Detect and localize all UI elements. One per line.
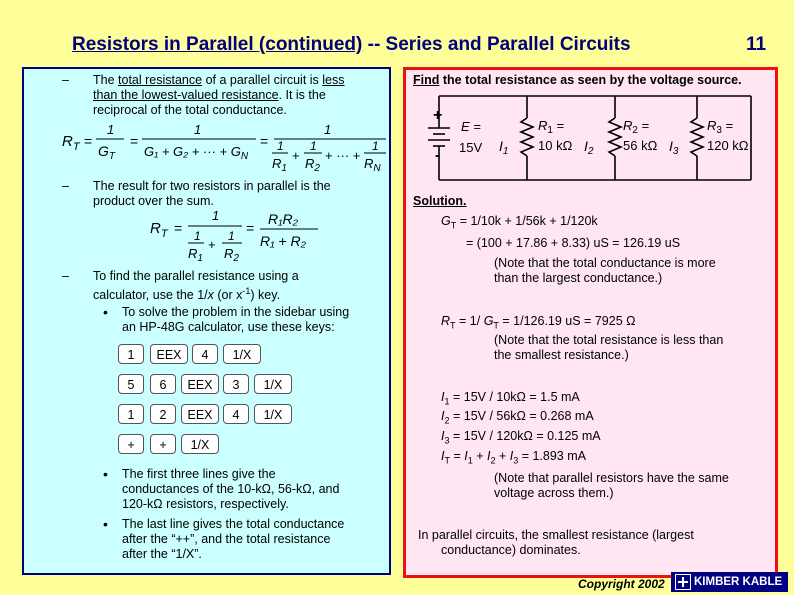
- note2-line2: the smallest resistance.): [494, 348, 629, 362]
- bullet-dot: •: [103, 516, 108, 532]
- p3-line2: calculator, use the 1/x (or $x^{-1}$) key.: [93, 286, 281, 303]
- svg-text:56 kΩ: 56 kΩ: [623, 138, 658, 153]
- svg-text:1: 1: [324, 122, 332, 137]
- svg-text:R2: $R_2$: [305, 156, 320, 174]
- key-1[interactable]: 1: [118, 404, 144, 424]
- key-4[interactable]: 4: [223, 404, 249, 424]
- b2-line1: The first three lines give the: [122, 467, 276, 481]
- svg-text:=: =: [260, 133, 269, 149]
- key-1-over-x[interactable]: 1/X: [254, 404, 292, 424]
- svg-text:1: 1: [228, 229, 235, 243]
- key-1[interactable]: 1: [118, 344, 144, 364]
- svg-text:=: =: [84, 133, 93, 149]
- current-i3: $I_3 = 15V / 120k\Omega = 0.125$ mA: [441, 429, 601, 446]
- final-line2: conductance) dominates.: [441, 543, 581, 557]
- dash-bullet: –: [62, 73, 69, 87]
- svg-text:+ ··· +: + ··· +: [325, 148, 361, 163]
- svg-text:R2: $R_2$: [224, 246, 239, 264]
- key-plus[interactable]: +: [118, 434, 144, 454]
- b1-line1: To solve the problem in the sidebar using: [122, 305, 350, 319]
- key-eex[interactable]: EEX: [150, 344, 188, 364]
- bullet-dot: •: [103, 304, 108, 320]
- circuit-diagram: [428, 92, 768, 189]
- svg-text:G₁ + G₂ + ··· + GN: G₁ + G₂ + ··· + $G_N$: [144, 144, 249, 162]
- svg-text:R1: $R_1$: [188, 246, 203, 264]
- p1-line2: than the lowest-valued resistance. It is the: [93, 88, 326, 102]
- dash-bullet: –: [62, 179, 69, 193]
- b1-line2: an HP-48G calculator, use these keys:: [122, 320, 335, 334]
- title-underlined: Resistors in Parallel (continued): [72, 34, 363, 55]
- svg-text:=: =: [130, 133, 139, 149]
- p2-line2: product over the sum.: [93, 194, 214, 208]
- final-line1: In parallel circuits, the smallest resistance (largest: [418, 528, 694, 542]
- brand-logo: [671, 572, 788, 592]
- svg-text:R1 =: $R_1$ =: [538, 118, 565, 136]
- svg-text:1: 1: [212, 208, 220, 223]
- key-eex[interactable]: EEX: [181, 374, 219, 394]
- rt-line: $R_T = 1/$ $G_T = 1/126.19$ uS = 7925 Ω: [441, 314, 636, 331]
- key-1-over-x[interactable]: 1/X: [254, 374, 292, 394]
- svg-text:R₁R₂: R₁R₂: [268, 211, 298, 227]
- svg-text:E =: E =: [461, 119, 481, 134]
- p1-line3: reciprocal of the total conductance.: [93, 103, 287, 117]
- p3-line1: To find the parallel resistance using a: [93, 269, 299, 283]
- dash-bullet: –: [62, 269, 69, 283]
- note2-line1: (Note that the total resistance is less than: [494, 333, 724, 347]
- logo-mark-icon: [675, 574, 691, 590]
- find-prompt: Find the total resistance as seen by the voltage source.: [413, 73, 742, 87]
- svg-text:=: =: [246, 220, 255, 236]
- note1-line2: than the largest conductance.): [494, 271, 663, 285]
- page-title: [72, 34, 767, 56]
- gt-line2: = (100 + 17.86 + 8.33) uS = 126.19 uS: [466, 236, 681, 250]
- svg-text:+: +: [292, 148, 300, 163]
- title-rest: -- Series and Parallel Circuits: [362, 34, 631, 55]
- svg-text:R₁ + R₂: R₁ + R₂: [260, 233, 306, 249]
- svg-text:10 kΩ: 10 kΩ: [538, 138, 573, 153]
- equation-total-resistance: [60, 118, 390, 185]
- key-eex[interactable]: EEX: [181, 404, 219, 424]
- svg-text:15V: 15V: [459, 140, 483, 155]
- svg-text:I3: $I_3$: [669, 138, 679, 157]
- svg-text:GT: $G_T$: [98, 143, 115, 162]
- note3-line1: (Note that parallel resistors have the same: [494, 471, 729, 485]
- svg-text:-: -: [435, 147, 441, 164]
- svg-text:R3 =: $R_3$ =: [707, 118, 734, 136]
- note1-line1: (Note that the total conductance is more: [494, 256, 716, 270]
- p2-line1: The result for two resistors in parallel is the: [93, 179, 331, 193]
- key-5[interactable]: 5: [118, 374, 144, 394]
- svg-text:=: =: [174, 220, 183, 236]
- key-1-over-x[interactable]: 1/X: [181, 434, 219, 454]
- b2-line3: 120-kΩ resistors, respectively.: [122, 497, 289, 511]
- equation-two-resistors: [148, 208, 328, 271]
- bullet-dot: •: [103, 466, 108, 482]
- key-1-over-x[interactable]: 1/X: [223, 344, 261, 364]
- b3-line3: after the “1/X”.: [122, 547, 202, 561]
- copyright: Copyright 2002: [578, 577, 665, 591]
- svg-text:RT: $R_T$: [62, 133, 80, 153]
- key-3[interactable]: 3: [223, 374, 249, 394]
- svg-text:1: 1: [107, 122, 115, 137]
- svg-text:1: 1: [277, 139, 284, 153]
- p1-line1: The total resistance of a parallel circuit is less: [93, 73, 345, 87]
- svg-text:120 kΩ: 120 kΩ: [707, 138, 749, 153]
- note3-line2: voltage across them.): [494, 486, 614, 500]
- current-i1: $I_1 = 15V / 10k\Omega = 1.5$ mA: [441, 390, 580, 407]
- b3-line1: The last line gives the total conductance: [122, 517, 345, 531]
- key-plus[interactable]: +: [150, 434, 176, 454]
- current-total: $I_T = I_1 + I_2 + I_3 = 1.893$ mA: [441, 449, 586, 466]
- page-number: 11: [746, 34, 767, 55]
- svg-text:RT: $R_T$: [150, 220, 168, 240]
- b2-line2: conductances of the 10-kΩ, 56-kΩ, and: [122, 482, 340, 496]
- svg-text:+: +: [208, 237, 216, 252]
- logo-text: KIMBER KABLE: [694, 576, 783, 588]
- svg-text:1: 1: [372, 139, 379, 153]
- svg-text:+: +: [433, 107, 443, 124]
- gt-line1: $G_T = 1/10k + 1/56k + 1/120k$: [441, 214, 598, 231]
- current-i2: $I_2 = 15V / 56k\Omega = 0.268$ mA: [441, 409, 594, 426]
- svg-text:I2: $I_2$: [584, 138, 594, 157]
- key-2[interactable]: 2: [150, 404, 176, 424]
- key-6[interactable]: 6: [150, 374, 176, 394]
- solution-label: Solution.: [413, 194, 467, 208]
- svg-text:1: 1: [310, 139, 317, 153]
- svg-text:RN: $R_N$: [364, 156, 381, 174]
- b3-line2: after the “++”, and the total resistance: [122, 532, 331, 546]
- key-4[interactable]: 4: [192, 344, 218, 364]
- svg-text:R2 =: $R_2$ =: [623, 118, 650, 136]
- svg-text:R1: $R_1$: [272, 156, 287, 174]
- svg-text:1: 1: [194, 229, 201, 243]
- svg-text:1: 1: [194, 122, 202, 137]
- svg-text:I1: $I_1$: [499, 138, 509, 157]
